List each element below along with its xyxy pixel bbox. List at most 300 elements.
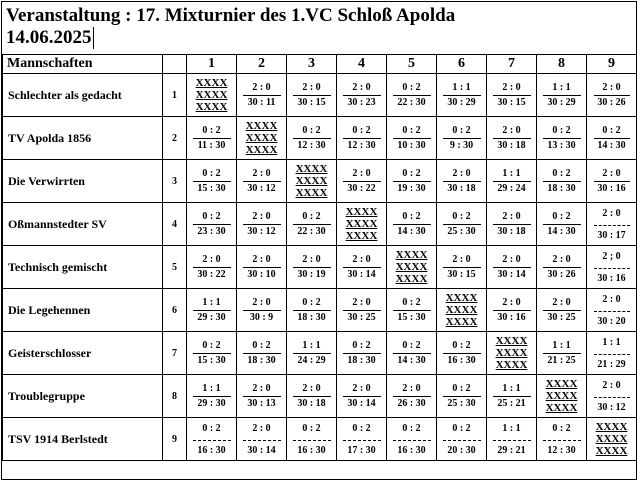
score-divider [293, 310, 331, 311]
result-cell [337, 418, 387, 461]
result [487, 423, 536, 456]
result [537, 254, 586, 280]
result-cell [587, 160, 637, 203]
ball-points: 12 : 30 [297, 140, 326, 151]
result-cell [587, 246, 637, 289]
score-divider [343, 353, 381, 354]
team-name: Oßmannstedter SV [3, 203, 163, 246]
score-divider [293, 267, 331, 268]
result [187, 297, 236, 323]
set-points: 1 : 1 [552, 82, 571, 93]
teams-column-header: Mannschaften [3, 55, 163, 74]
column-header: 9 [587, 55, 637, 74]
score-divider [493, 310, 531, 311]
set-points: 2 : 0 [502, 254, 521, 265]
diagonal-mark-line: XXXX [245, 144, 278, 156]
ball-points: 18 : 30 [547, 183, 576, 194]
set-points: 2 : 0 [602, 207, 621, 219]
set-points: 0 : 2 [402, 340, 421, 351]
diagonal-mark-line: XXXX [495, 335, 528, 347]
result-cell [437, 74, 487, 117]
diagonal-mark [537, 378, 586, 414]
score-divider [543, 353, 581, 354]
score-divider [543, 267, 581, 268]
result-cell [187, 289, 237, 332]
column-header: 5 [387, 55, 437, 74]
ball-points: 17 : 30 [347, 444, 376, 456]
set-points: 2 : 0 [602, 293, 621, 305]
score-divider [193, 138, 231, 139]
score-divider [193, 396, 231, 397]
set-points: 0 : 2 [302, 211, 321, 222]
set-points: 0 : 2 [252, 340, 271, 351]
result-cell [487, 375, 537, 418]
result [537, 168, 586, 194]
diagonal-cell [187, 74, 237, 117]
result-cell [387, 418, 437, 461]
result-cell [237, 375, 287, 418]
ball-points: 15 : 30 [197, 183, 226, 194]
diagonal-mark-line: XXXX [345, 206, 378, 218]
result-cell [587, 375, 637, 418]
ball-points: 18 : 30 [297, 312, 326, 323]
ball-points: 30 : 15 [447, 269, 476, 280]
ball-points: 25 : 30 [447, 226, 476, 237]
result-cell [487, 117, 537, 160]
ball-points: 25 : 21 [497, 398, 526, 409]
team-row [3, 289, 637, 332]
result [187, 125, 236, 151]
result [337, 423, 386, 456]
set-points: 0 : 2 [202, 340, 221, 351]
diagonal-mark-line: XXXX [545, 402, 578, 414]
score-divider [393, 396, 431, 397]
team-row [3, 418, 637, 461]
score-divider [493, 267, 531, 268]
diagonal-mark-line: XXXX [595, 445, 628, 457]
score-divider [193, 440, 231, 441]
result-cell [187, 332, 237, 375]
ball-points: 30 : 14 [247, 444, 276, 456]
result [237, 168, 286, 194]
result-cell [387, 74, 437, 117]
score-divider [243, 224, 281, 225]
set-points: 1 : 1 [202, 297, 221, 308]
score-divider [393, 138, 431, 139]
team-number: 2 [163, 117, 187, 160]
score-divider [443, 224, 481, 225]
diagonal-mark-line: XXXX [245, 120, 278, 132]
set-points: 0 : 2 [352, 340, 371, 351]
score-divider [443, 440, 481, 441]
set-points: 0 : 2 [552, 168, 571, 179]
result-cell [437, 418, 487, 461]
ball-points: 22 : 30 [397, 97, 426, 108]
result [337, 125, 386, 151]
diagonal-mark [287, 163, 336, 199]
ball-points: 30 : 14 [347, 269, 376, 280]
result [237, 383, 286, 409]
ball-points: 11 : 30 [197, 140, 226, 151]
column-header: 1 [187, 55, 237, 74]
diagonal-cell [287, 160, 337, 203]
set-points: 2 : 0 [352, 254, 371, 265]
result-cell [387, 203, 437, 246]
ball-points: 23 : 30 [197, 226, 226, 237]
column-header: 4 [337, 55, 387, 74]
ball-points: 10 : 30 [397, 140, 426, 151]
result-cell [287, 289, 337, 332]
result [187, 211, 236, 237]
team-name: Schlechter als gedacht [3, 74, 163, 117]
result-cell [187, 203, 237, 246]
ball-points: 30 : 19 [297, 269, 326, 280]
results-sheet [1, 1, 637, 480]
result [437, 254, 486, 280]
ball-points: 14 : 30 [397, 226, 426, 237]
result-cell [187, 160, 237, 203]
ball-points: 30 : 26 [597, 97, 626, 108]
diagonal-mark-line: XXXX [495, 347, 528, 359]
result [187, 340, 236, 366]
set-points: 2 : 0 [552, 254, 571, 265]
score-divider [343, 138, 381, 139]
diagonal-mark-line: XXXX [595, 421, 628, 433]
result [387, 125, 436, 151]
result [187, 423, 236, 456]
score-divider [443, 95, 481, 96]
score-divider [493, 95, 531, 96]
score-divider [543, 440, 581, 441]
set-points: 2 : 0 [252, 82, 271, 93]
score-divider [393, 95, 431, 96]
diagonal-mark-line: XXXX [195, 77, 228, 89]
result [237, 297, 286, 323]
ball-points: 24 : 29 [297, 355, 326, 366]
score-divider [293, 95, 331, 96]
score-divider [543, 310, 581, 311]
column-header: 3 [287, 55, 337, 74]
team-name: Die Legehennen [3, 289, 163, 332]
score-divider [393, 181, 431, 182]
ball-points: 30 : 13 [247, 398, 276, 409]
result-cell [437, 375, 487, 418]
result-cell [287, 203, 337, 246]
score-divider [493, 181, 531, 182]
ball-points: 30 : 14 [497, 269, 526, 280]
result-cell [287, 246, 337, 289]
set-points: 0 : 2 [202, 422, 221, 434]
diagonal-mark [187, 77, 236, 113]
diagonal-mark-line: XXXX [595, 433, 628, 445]
score-divider [393, 224, 431, 225]
diagonal-mark-line: XXXX [495, 359, 528, 371]
set-points: 0 : 2 [402, 125, 421, 136]
result [537, 82, 586, 108]
result-cell [337, 289, 387, 332]
result-cell [487, 74, 537, 117]
set-points: 2 : 0 [252, 254, 271, 265]
set-points: 2 : 0 [352, 383, 371, 394]
result-cell [587, 74, 637, 117]
event-date[interactable]: 14.06.2025 [6, 27, 92, 48]
ball-points: 30 : 23 [347, 97, 376, 108]
result [337, 340, 386, 366]
result [487, 297, 536, 323]
result-cell [537, 117, 587, 160]
result [487, 211, 536, 237]
result [437, 82, 486, 108]
score-divider [493, 396, 531, 397]
score-divider [243, 181, 281, 182]
blank-header-cell [163, 55, 187, 74]
ball-points: 30 : 29 [547, 97, 576, 108]
set-points: 1 : 1 [502, 383, 521, 394]
score-divider [393, 440, 431, 441]
diagonal-cell [587, 418, 637, 461]
result-cell [587, 203, 637, 246]
team-number: 8 [163, 375, 187, 418]
set-points: 1 : 1 [452, 82, 471, 93]
score-divider [193, 353, 231, 354]
result [437, 383, 486, 409]
result-cell [337, 160, 387, 203]
result-cell [237, 160, 287, 203]
result [287, 297, 336, 323]
team-row [3, 74, 637, 117]
score-divider [343, 267, 381, 268]
score-divider [343, 181, 381, 182]
result-cell [337, 74, 387, 117]
set-points: 0 : 2 [452, 211, 471, 222]
ball-points: 14 : 30 [547, 226, 576, 237]
column-header: 7 [487, 55, 537, 74]
result [437, 340, 486, 366]
diagonal-mark [487, 335, 536, 371]
ball-points: 16 : 30 [397, 444, 426, 456]
ball-points: 29 : 24 [497, 183, 526, 194]
result [437, 168, 486, 194]
team-row [3, 332, 637, 375]
result-cell [487, 203, 537, 246]
result-cell [537, 203, 587, 246]
ball-points: 30 : 12 [597, 401, 626, 413]
result [587, 294, 636, 327]
result [387, 297, 436, 323]
ball-points: 30 : 16 [497, 312, 526, 323]
result-cell [487, 418, 537, 461]
result-cell [537, 246, 587, 289]
result-cell [587, 117, 637, 160]
set-points: 2 : 0 [252, 383, 271, 394]
result-cell [437, 332, 487, 375]
result-cell [287, 74, 337, 117]
result-cell [537, 74, 587, 117]
team-name: Die Verwirrten [3, 160, 163, 203]
diagonal-cell [237, 117, 287, 160]
score-divider [594, 138, 630, 139]
ball-points: 16 : 30 [447, 355, 476, 366]
result [487, 82, 536, 108]
diagonal-mark-line: XXXX [445, 316, 478, 328]
team-number: 4 [163, 203, 187, 246]
result-cell [537, 418, 587, 461]
ball-points: 29 : 30 [197, 312, 226, 323]
result [287, 423, 336, 456]
result [537, 125, 586, 151]
score-divider [243, 310, 281, 311]
team-row [3, 203, 637, 246]
result-cell [187, 246, 237, 289]
team-number: 9 [163, 418, 187, 461]
score-divider [243, 396, 281, 397]
set-points: 2 : 0 [252, 297, 271, 308]
result-cell [587, 289, 637, 332]
diagonal-mark-line: XXXX [345, 230, 378, 242]
score-divider [193, 267, 231, 268]
score-divider [243, 267, 281, 268]
ball-points: 21 : 25 [547, 355, 576, 366]
team-number: 5 [163, 246, 187, 289]
ball-points: 12 : 30 [547, 444, 576, 456]
set-points: 1 : 1 [552, 340, 571, 351]
result-cell [437, 203, 487, 246]
set-points: 2 : 0 [502, 297, 521, 308]
score-divider [493, 224, 531, 225]
team-name: Technisch gemischt [3, 246, 163, 289]
result [587, 337, 636, 370]
result [387, 423, 436, 456]
result [537, 423, 586, 456]
result [387, 82, 436, 108]
diagonal-mark [387, 249, 436, 285]
set-points: 2 : 0 [602, 379, 621, 391]
score-divider [193, 224, 231, 225]
diagonal-mark-line: XXXX [545, 378, 578, 390]
result-cell [537, 289, 587, 332]
score-divider [594, 95, 630, 96]
result [337, 254, 386, 280]
result-cell [487, 289, 537, 332]
ball-points: 25 : 30 [447, 398, 476, 409]
team-number: 3 [163, 160, 187, 203]
set-points: 0 : 2 [452, 422, 471, 434]
diagonal-mark-line: XXXX [395, 261, 428, 273]
ball-points: 30 : 25 [347, 312, 376, 323]
set-points: 0 : 2 [352, 125, 371, 136]
score-divider [343, 396, 381, 397]
result-cell [187, 418, 237, 461]
score-divider [193, 310, 231, 311]
set-points: 2 : 0 [252, 422, 271, 434]
result [537, 211, 586, 237]
ball-points: 30 : 20 [597, 315, 626, 327]
score-divider [293, 396, 331, 397]
diagonal-mark-line: XXXX [295, 175, 328, 187]
result-cell [387, 117, 437, 160]
result-cell [337, 117, 387, 160]
result-cell [587, 332, 637, 375]
result [537, 340, 586, 366]
result [487, 254, 536, 280]
ball-points: 30 : 22 [347, 183, 376, 194]
result-cell [237, 332, 287, 375]
set-points: 0 : 2 [602, 125, 621, 136]
score-divider [594, 397, 630, 398]
diagonal-cell [387, 246, 437, 289]
score-divider [543, 138, 581, 139]
set-points: 0 : 2 [352, 422, 371, 434]
ball-points: 13 : 30 [547, 140, 576, 151]
ball-points: 30 : 29 [447, 97, 476, 108]
set-points: 0 : 2 [402, 211, 421, 222]
set-points: 2 : 0 [502, 211, 521, 222]
result [287, 340, 336, 366]
score-divider [594, 311, 630, 312]
ball-points: 30 : 18 [497, 226, 526, 237]
set-points: 0 : 2 [202, 125, 221, 136]
set-points: 0 : 2 [302, 422, 321, 434]
ball-points: 14 : 30 [397, 355, 426, 366]
ball-points: 19 : 30 [397, 183, 426, 194]
diagonal-mark-line: XXXX [295, 187, 328, 199]
result [237, 211, 286, 237]
team-number: 7 [163, 332, 187, 375]
score-divider [293, 138, 331, 139]
result-cell [437, 117, 487, 160]
result-cell [237, 289, 287, 332]
set-points: 2 : 0 [202, 254, 221, 265]
diagonal-mark-line: XXXX [245, 132, 278, 144]
team-row [3, 117, 637, 160]
set-points: 0 : 2 [552, 211, 571, 222]
ball-points: 30 : 18 [447, 183, 476, 194]
ball-points: 30 : 18 [297, 398, 326, 409]
team-name: Geisterschlosser [3, 332, 163, 375]
score-divider [543, 224, 581, 225]
header-row [3, 55, 637, 74]
result-cell [237, 418, 287, 461]
set-points: 1 : 1 [202, 383, 221, 394]
set-points: 2 : 0 [452, 254, 471, 265]
diagonal-mark [437, 292, 486, 328]
score-divider [443, 181, 481, 182]
result [287, 383, 336, 409]
diagonal-cell [537, 375, 587, 418]
ball-points: 30 : 15 [497, 97, 526, 108]
result-cell [187, 375, 237, 418]
set-points: 2 : 0 [352, 168, 371, 179]
score-divider [443, 353, 481, 354]
ball-points: 16 : 30 [297, 444, 326, 456]
ball-points: 26 : 30 [397, 398, 426, 409]
score-divider [293, 353, 331, 354]
ball-points: 18 : 30 [247, 355, 276, 366]
diagonal-mark-line: XXXX [195, 101, 228, 113]
column-header: 2 [237, 55, 287, 74]
set-points: 2 : 0 [302, 254, 321, 265]
score-divider [594, 181, 630, 182]
result [437, 211, 486, 237]
result [537, 297, 586, 323]
diagonal-cell [337, 203, 387, 246]
score-divider [393, 310, 431, 311]
set-points: 1 : 1 [502, 168, 521, 179]
ball-points: 30 : 18 [497, 140, 526, 151]
score-divider [193, 181, 231, 182]
set-points: 0 : 2 [402, 422, 421, 434]
ball-points: 18 : 30 [347, 355, 376, 366]
